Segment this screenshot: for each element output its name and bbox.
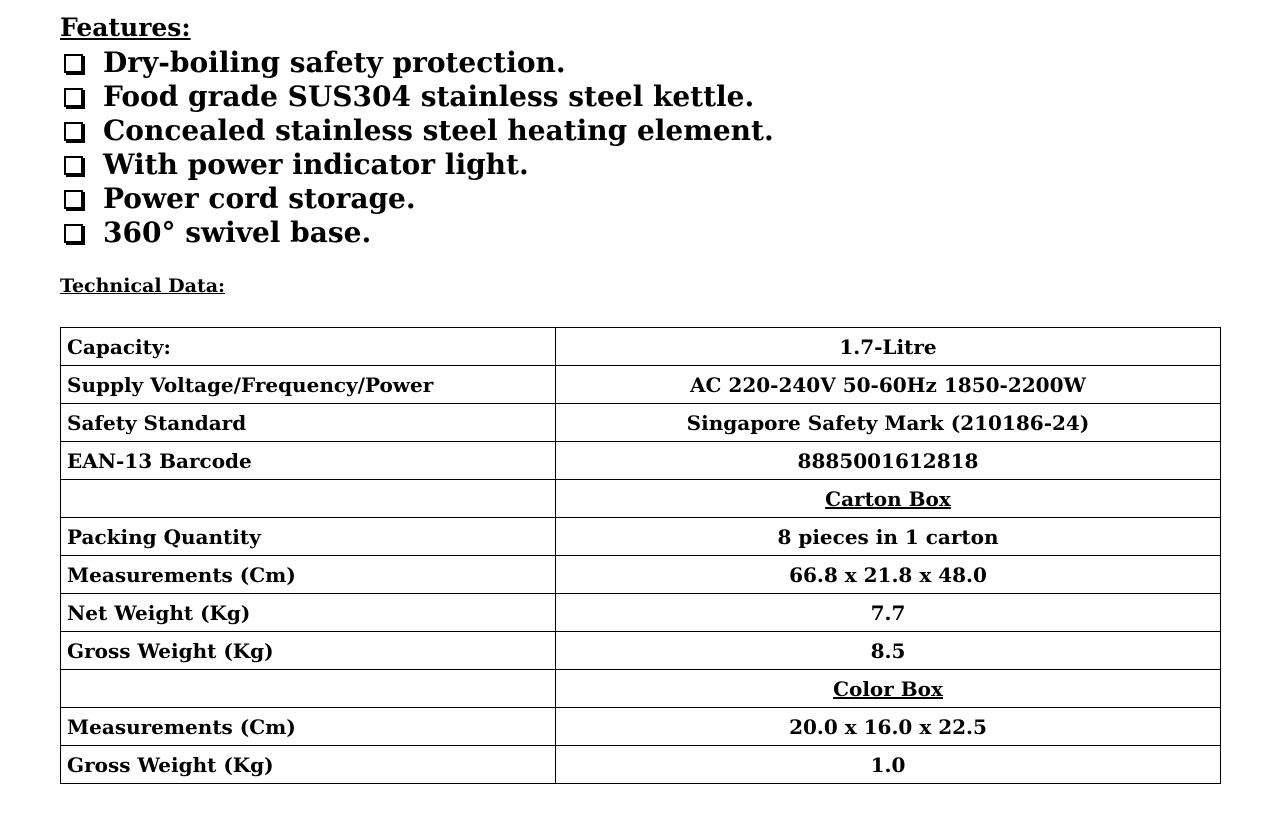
checkbox-icon	[64, 54, 83, 73]
row-value: 1.0	[556, 746, 1221, 784]
list-item	[60, 182, 1230, 216]
checkbox-icon	[64, 190, 83, 209]
table-section-row	[61, 670, 1221, 708]
row-label: Measurements (Cm)	[61, 556, 556, 594]
table-row	[61, 632, 1221, 670]
row-value: 20.0 x 16.0 x 22.5	[556, 708, 1221, 746]
row-value: 8885001612818	[556, 442, 1221, 480]
table-row	[61, 746, 1221, 784]
technical-data-heading: Technical Data:	[60, 275, 226, 297]
feature-text: Dry-boiling safety protection.	[103, 46, 566, 79]
list-item	[60, 114, 1230, 148]
row-label: Supply Voltage/Frequency/Power	[61, 366, 556, 404]
list-item	[60, 216, 1230, 250]
feature-text: Concealed stainless steel heating element.	[103, 114, 774, 147]
row-label: Net Weight (Kg)	[61, 594, 556, 632]
row-label: Packing Quantity	[61, 518, 556, 556]
table-row	[61, 328, 1221, 366]
features-list	[60, 46, 1230, 250]
row-value: 66.8 x 21.8 x 48.0	[556, 556, 1221, 594]
row-label	[61, 670, 556, 708]
feature-text: Food grade SUS304 stainless steel kettle.	[103, 80, 755, 113]
row-label: EAN-13 Barcode	[61, 442, 556, 480]
table-row	[61, 442, 1221, 480]
table-section-row	[61, 480, 1221, 518]
table-row	[61, 518, 1221, 556]
row-label: Capacity:	[61, 328, 556, 366]
checkbox-icon	[64, 122, 83, 141]
table-row	[61, 366, 1221, 404]
section-title: Color Box	[556, 670, 1221, 708]
row-value: 7.7	[556, 594, 1221, 632]
checkbox-icon	[64, 224, 83, 243]
checkbox-icon	[64, 156, 83, 175]
list-item	[60, 148, 1230, 182]
technical-data-table	[60, 327, 1221, 784]
table-row	[61, 708, 1221, 746]
row-value: AC 220-240V 50-60Hz 1850-2200W	[556, 366, 1221, 404]
document-page	[60, 10, 1230, 777]
section-title: Carton Box	[556, 480, 1221, 518]
row-label	[61, 480, 556, 518]
row-value: 1.7-Litre	[556, 328, 1221, 366]
row-label: Measurements (Cm)	[61, 708, 556, 746]
row-label: Safety Standard	[61, 404, 556, 442]
row-value: 8 pieces in 1 carton	[556, 518, 1221, 556]
list-item	[60, 80, 1230, 114]
features-heading: Features:	[60, 13, 191, 42]
feature-text: 360° swivel base.	[103, 216, 372, 249]
table-row	[61, 556, 1221, 594]
feature-text: Power cord storage.	[103, 182, 416, 215]
list-item	[60, 46, 1230, 80]
row-label: Gross Weight (Kg)	[61, 746, 556, 784]
checkbox-icon	[64, 88, 83, 107]
feature-text: With power indicator light.	[103, 148, 529, 181]
row-value: 8.5	[556, 632, 1221, 670]
table-row	[61, 594, 1221, 632]
row-value: Singapore Safety Mark (210186-24)	[556, 404, 1221, 442]
row-label: Gross Weight (Kg)	[61, 632, 556, 670]
table-row	[61, 404, 1221, 442]
